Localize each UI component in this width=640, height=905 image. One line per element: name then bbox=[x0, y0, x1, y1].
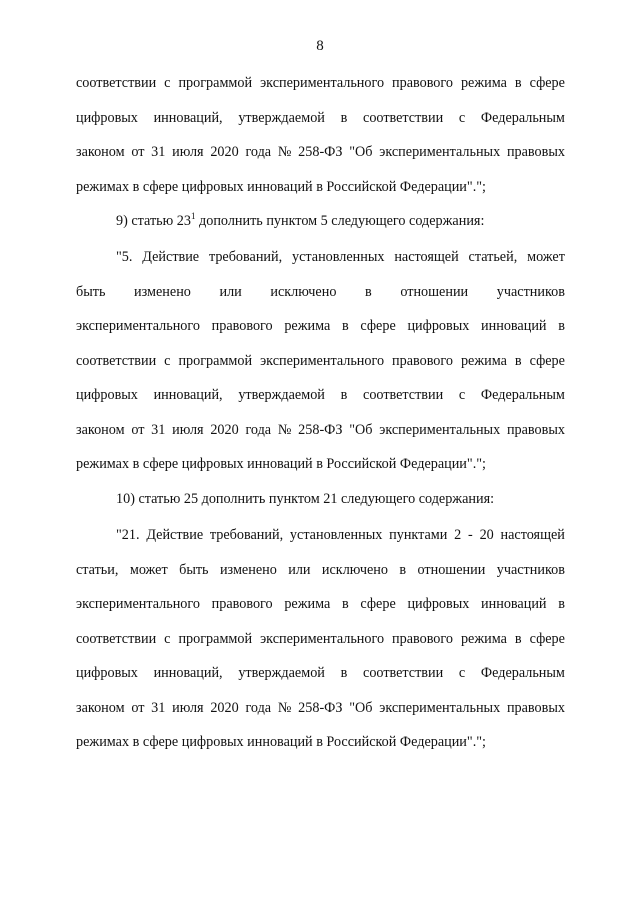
text-line: 10) статью 25 дополнить пунктом 21 следующего содержания: bbox=[116, 491, 495, 507]
word: экспериментального bbox=[76, 596, 200, 612]
word: статьей, bbox=[468, 249, 518, 265]
word: Действие bbox=[146, 527, 204, 543]
word: инноваций, bbox=[153, 109, 223, 126]
word: режима bbox=[460, 352, 507, 369]
word: инноваций bbox=[481, 318, 547, 334]
word: инноваций, bbox=[153, 665, 223, 681]
word: экспериментальных bbox=[379, 144, 501, 160]
word: 31 bbox=[151, 421, 166, 438]
word: июля bbox=[172, 144, 204, 160]
word: экспериментального bbox=[260, 352, 385, 369]
superscript: 1 bbox=[190, 211, 196, 221]
text-line bbox=[76, 240, 565, 275]
word: установленных bbox=[289, 527, 383, 543]
word: инноваций, bbox=[153, 387, 223, 403]
word: цифровых bbox=[76, 387, 138, 403]
word: № bbox=[277, 144, 292, 160]
word: цифровых bbox=[76, 109, 138, 126]
text-line bbox=[76, 656, 565, 691]
word: пунктами bbox=[389, 527, 448, 543]
text-line: режимах в сфере цифровых инноваций в Российской Федерации"."; bbox=[76, 734, 486, 750]
text-line bbox=[76, 622, 565, 657]
word: экспериментального bbox=[76, 318, 200, 334]
word: экспериментального bbox=[260, 75, 385, 91]
word: утверждаемой bbox=[238, 109, 325, 126]
word: или bbox=[219, 283, 242, 300]
word: в bbox=[399, 561, 407, 578]
word: от bbox=[131, 144, 145, 160]
word: настоящей bbox=[394, 249, 459, 265]
word: отношении bbox=[400, 283, 469, 300]
word: в bbox=[340, 665, 348, 681]
paragraph-continuation bbox=[76, 66, 565, 204]
word: в bbox=[341, 318, 349, 334]
word: в bbox=[514, 630, 522, 647]
word: в bbox=[558, 596, 565, 612]
word: года bbox=[245, 144, 272, 160]
word: установленных bbox=[292, 249, 385, 265]
word: правового bbox=[392, 352, 453, 369]
word: инноваций bbox=[481, 596, 547, 612]
text-line bbox=[76, 553, 565, 588]
word: с bbox=[164, 352, 171, 369]
text-line bbox=[76, 413, 565, 448]
word: экспериментального bbox=[260, 630, 385, 647]
word: программой bbox=[178, 352, 253, 369]
word: 258-ФЗ bbox=[298, 699, 343, 716]
word: законом bbox=[76, 144, 125, 160]
word: года bbox=[245, 421, 272, 438]
word: 20 bbox=[479, 527, 494, 543]
word: соответствии bbox=[76, 75, 157, 91]
word: года bbox=[245, 699, 272, 716]
word: с bbox=[458, 665, 466, 681]
word: Федеральным bbox=[480, 387, 565, 403]
word: режима bbox=[284, 596, 331, 612]
word: экспериментальных bbox=[379, 421, 501, 438]
word: изменено bbox=[219, 561, 277, 578]
word: от bbox=[131, 699, 145, 716]
word: требований, bbox=[208, 249, 283, 265]
word: правового bbox=[392, 630, 453, 647]
word: отношении bbox=[417, 561, 486, 578]
page-number: 8 bbox=[316, 38, 324, 54]
word: участников bbox=[496, 283, 565, 300]
word: Федеральным bbox=[480, 109, 565, 126]
word: статьи, bbox=[76, 561, 119, 578]
word: правового bbox=[211, 318, 273, 334]
word: Федеральным bbox=[480, 665, 565, 681]
word: Действие bbox=[142, 249, 200, 265]
word: в bbox=[365, 283, 372, 300]
word: правовых bbox=[506, 144, 565, 160]
word: режима bbox=[460, 75, 507, 91]
text-line bbox=[76, 587, 565, 622]
word: законом bbox=[76, 421, 125, 438]
word: в bbox=[340, 387, 348, 403]
text-line bbox=[76, 135, 565, 170]
word: исключено bbox=[321, 561, 388, 578]
word: в bbox=[558, 318, 565, 334]
word: утверждаемой bbox=[238, 387, 325, 403]
word: 2020 bbox=[210, 421, 239, 438]
word: изменено bbox=[134, 283, 191, 300]
word: в bbox=[514, 352, 522, 369]
text-line: режимах в сфере цифровых инноваций в Российской Федерации"."; bbox=[76, 178, 486, 195]
word: режима bbox=[460, 630, 507, 647]
list-item-9 bbox=[76, 204, 565, 239]
word: соответствии bbox=[363, 665, 444, 681]
quoted-point-21 bbox=[76, 518, 565, 760]
word: с bbox=[164, 630, 171, 647]
word: режима bbox=[284, 318, 331, 334]
word: утверждаемой bbox=[238, 665, 325, 681]
text-line bbox=[76, 344, 565, 379]
word: соответствии bbox=[363, 387, 444, 403]
word: экспериментальных bbox=[379, 699, 501, 716]
word: 31 bbox=[151, 144, 166, 160]
word: в bbox=[340, 109, 348, 126]
word: сфере bbox=[529, 630, 565, 647]
text-line bbox=[76, 309, 565, 344]
word: участников bbox=[496, 561, 565, 578]
word: № bbox=[277, 699, 292, 716]
word: - bbox=[468, 527, 473, 543]
text-line bbox=[76, 378, 565, 413]
word: в bbox=[341, 596, 349, 612]
word: сфере bbox=[529, 75, 565, 91]
word: № bbox=[277, 421, 292, 438]
word: соответствии bbox=[76, 352, 157, 369]
word: июля bbox=[172, 421, 204, 438]
word: "5. bbox=[116, 249, 133, 265]
word: сфере bbox=[529, 352, 565, 369]
word: соответствии bbox=[363, 109, 444, 126]
item-text-after: дополнить пунктом 5 следующего содержания: bbox=[195, 213, 485, 229]
text-line bbox=[76, 101, 565, 136]
text-line bbox=[76, 204, 565, 239]
word: исключено bbox=[270, 283, 337, 300]
word: правового bbox=[392, 75, 453, 91]
word: июля bbox=[172, 699, 204, 716]
word: может bbox=[527, 249, 565, 265]
word: цифровых bbox=[76, 665, 138, 681]
word: программой bbox=[178, 75, 253, 91]
word: правовых bbox=[506, 421, 565, 438]
word: программой bbox=[178, 630, 253, 647]
word: законом bbox=[76, 699, 125, 716]
word: 2020 bbox=[210, 144, 239, 160]
word: в bbox=[514, 75, 522, 91]
word: сфере bbox=[360, 596, 396, 612]
word: "Об bbox=[349, 421, 373, 438]
word: цифровых bbox=[407, 318, 470, 334]
word: правового bbox=[211, 596, 273, 612]
word: с bbox=[164, 75, 171, 91]
word: сфере bbox=[360, 318, 396, 334]
word: 258-ФЗ bbox=[298, 421, 343, 438]
word: быть bbox=[179, 561, 209, 578]
word: "Об bbox=[349, 144, 373, 160]
word: "Об bbox=[349, 699, 373, 716]
item-text-before: 9) статью 23 bbox=[116, 213, 191, 229]
word: может bbox=[129, 561, 168, 578]
word: соответствии bbox=[76, 630, 157, 647]
word: от bbox=[131, 421, 145, 438]
word: быть bbox=[76, 283, 106, 300]
word: "21. bbox=[116, 527, 140, 543]
word: правовых bbox=[506, 699, 565, 716]
word: с bbox=[458, 109, 466, 126]
text-line bbox=[76, 66, 565, 101]
text-line bbox=[76, 275, 565, 310]
text-line bbox=[76, 691, 565, 726]
word: цифровых bbox=[407, 596, 470, 612]
word: 2 bbox=[454, 527, 462, 543]
word: настоящей bbox=[500, 527, 565, 543]
text-line bbox=[76, 518, 565, 553]
list-item-10 bbox=[76, 482, 565, 517]
word: или bbox=[288, 561, 311, 578]
word: 2020 bbox=[210, 699, 239, 716]
quoted-point-5 bbox=[76, 240, 565, 482]
word: 31 bbox=[151, 699, 166, 716]
word: 258-ФЗ bbox=[298, 144, 343, 160]
word: требований, bbox=[209, 527, 284, 543]
text-line: режимах в сфере цифровых инноваций в Российской Федерации"."; bbox=[76, 456, 486, 472]
word: с bbox=[458, 387, 466, 403]
